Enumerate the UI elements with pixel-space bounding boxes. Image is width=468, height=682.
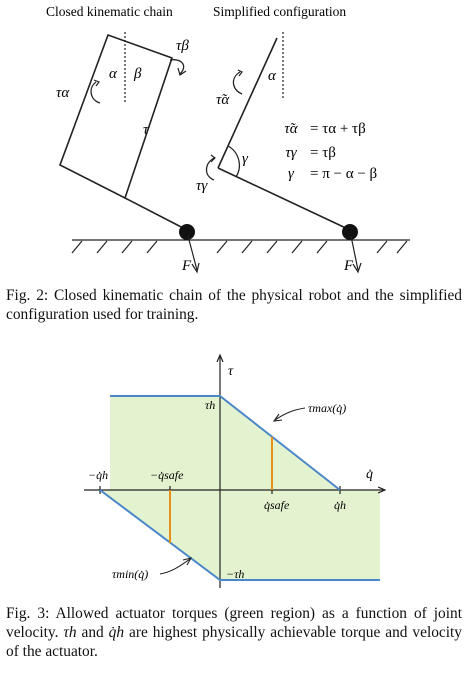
caption3-suffix: are highest physically achievable torque and velocity of the actuator. bbox=[6, 624, 462, 660]
torque-arrow-beta bbox=[170, 60, 184, 74]
gamma-arc bbox=[228, 146, 239, 177]
label-simplified: Simplified configuration bbox=[213, 4, 347, 19]
figure2-caption: Fig. 2: Closed kinematic chain of the physical robot and the simplified configuration used for training. bbox=[6, 287, 462, 323]
figure-torque-envelope bbox=[0, 348, 468, 588]
torque-arrow-alpha bbox=[91, 82, 100, 103]
label-qdot-safe: q̇safe bbox=[264, 498, 290, 512]
sym-beta: β bbox=[134, 66, 142, 82]
caption3-sym-qdot-h: q̇h bbox=[108, 624, 125, 641]
closed-chain-linkage bbox=[60, 35, 187, 230]
eq3-rhs: = π − α − β bbox=[310, 166, 378, 182]
equations bbox=[284, 121, 377, 182]
caption3-prefix: Fig. 3: Allowed actuator torques (green region) as a function of joint velocity. bbox=[6, 605, 462, 641]
label-neg-tau-h: −τh bbox=[226, 567, 245, 581]
torque-arrow-alpha-tilde bbox=[233, 72, 242, 94]
torque-arrow-gamma bbox=[207, 158, 215, 180]
eq2-rhs: = τβ bbox=[310, 145, 336, 161]
sym-force-right: F bbox=[344, 258, 354, 274]
eq1-rhs: = τα + τβ bbox=[310, 121, 366, 137]
label-tau-min: τmin(q̇) bbox=[112, 567, 149, 581]
figure3-caption bbox=[6, 604, 462, 661]
label-neg-qdot-h: −q̇h bbox=[88, 468, 109, 482]
label-tau-h: τh bbox=[205, 398, 216, 412]
caption3-sym-tau-h: τh bbox=[63, 624, 77, 641]
sym-tau-gamma: τγ bbox=[196, 178, 208, 194]
foot-joint-right bbox=[342, 224, 358, 240]
sym-tau-alpha: τα bbox=[56, 85, 70, 101]
label-neg-qdot-safe: −q̇safe bbox=[150, 468, 184, 482]
eq2-lhs: τγ bbox=[285, 145, 297, 161]
tau-min-pointer bbox=[160, 559, 190, 574]
sym-tau: τ bbox=[143, 122, 149, 138]
label-tau-max: τmax(q̇) bbox=[308, 401, 347, 415]
sym-tau-beta: τβ bbox=[176, 38, 189, 54]
axis-label-qdot: q̇ bbox=[366, 467, 373, 482]
sym-alpha: α bbox=[109, 66, 117, 82]
foot-joint-left bbox=[179, 224, 195, 240]
ground bbox=[72, 240, 410, 253]
axis-label-tau: τ bbox=[228, 364, 234, 379]
label-closed-chain: Closed kinematic chain bbox=[46, 4, 173, 19]
sym-force-left: F bbox=[182, 258, 192, 274]
eq1-lhs: τ̃α bbox=[284, 121, 298, 137]
sym-alpha-right: α bbox=[268, 68, 276, 84]
tau-max-pointer bbox=[275, 408, 305, 420]
caption3-mid: and bbox=[76, 624, 109, 641]
sym-tau-alpha-tilde: τ̃α bbox=[216, 92, 230, 108]
figure-kinematic-chain bbox=[0, 0, 468, 282]
sym-gamma: γ bbox=[242, 151, 248, 167]
label-qdot-h: q̇h bbox=[334, 498, 346, 512]
eq3-lhs: γ bbox=[288, 166, 294, 182]
